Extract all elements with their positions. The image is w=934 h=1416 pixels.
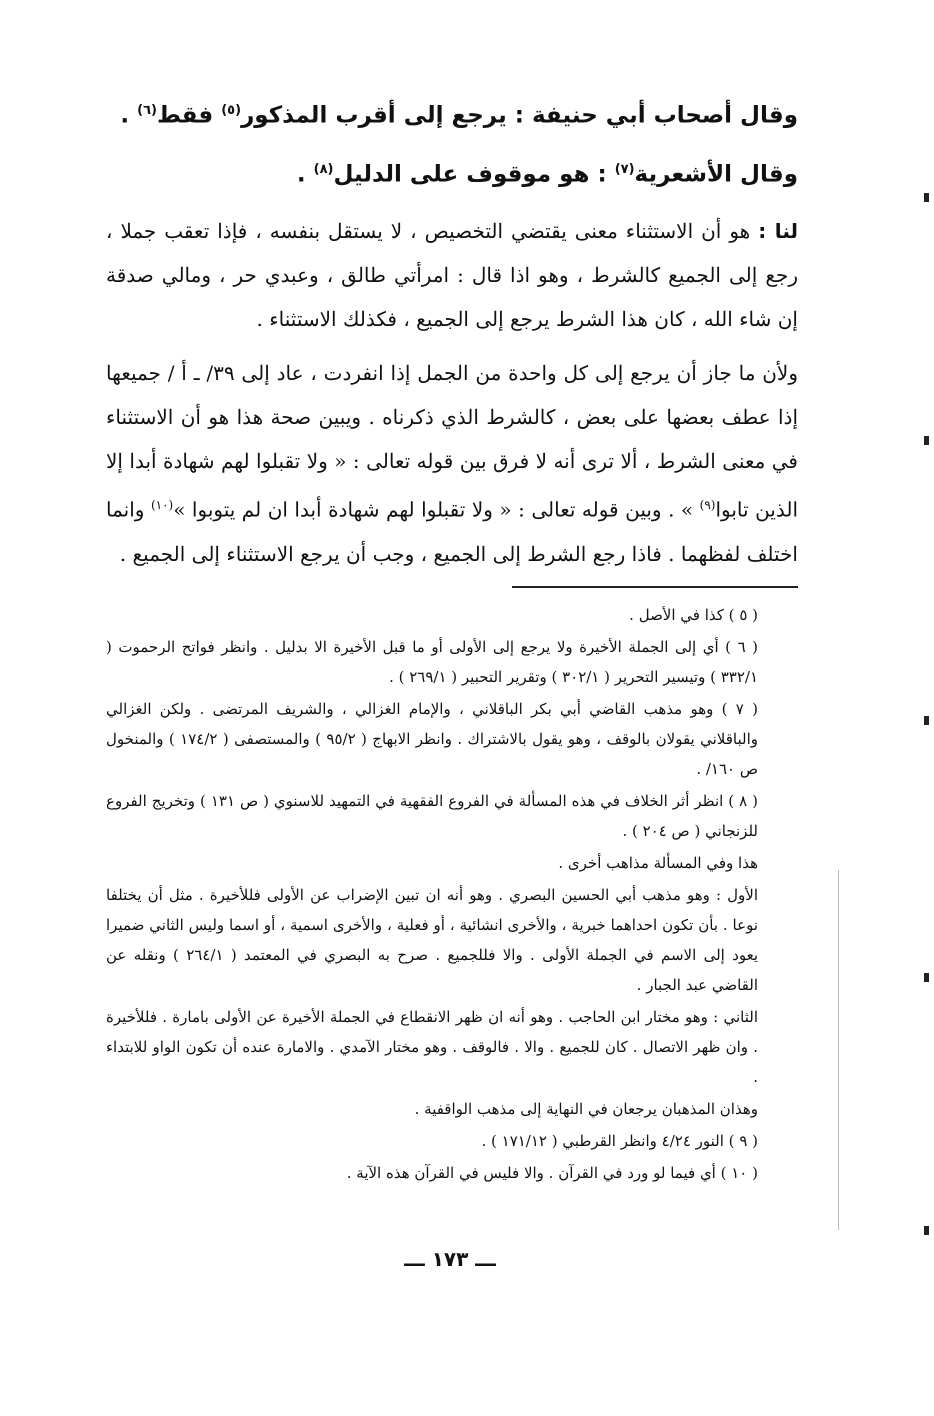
- paragraph-2: ولأن ما جاز أن يرجع إلى كل واحدة من الجمل إذا انفردت ، عاد إلى ٣٩/ ـ أ / جميعها إذا عطف بعضها على بعض ، كالشرط الذي ذكرناه . ويبين صحة هذا هو أن الاستثناء في معنى الشرط ، ألا ترى أنه لا فرق بين قوله تعالى : « ولا تقبلوا لهم شهادة أبدا إلا الذين تابوا$^{(٩)}$ » . وبين قوله تعالى : « ولا تقبلوا لهم شهادة أبدا ان لم يتوبوا »$^{(١٠)}$ وانما اختلف لفظهما . فاذا رجع الشرط إلى الجميع ، وجب أن يرجع الاستثناء إلى الجميع .: [106, 361, 799, 566]
- paragraph-1: لنا : هو أن الاستثناء معنى يقتضي التخصيص ، لا يستقل بنفسه ، فإذا تعقب جملا ، رجع إلى الجميع كالشرط ، وهو اذا قال : امرأتي طالق ، وعبدي حر ، ومالي صدقة إن شاء الله ، كان هذا الشرط يرجع إلى الجميع ، فكذلك الاستثناء .: [106, 219, 798, 332]
- footnote-8: ( ٨ ) انظر أثر الخلاف في هذه المسألة في الفروع الفقهية في التمهيد للاسنوي ( ص ١٣١ ) وتخريج الفروع للزنجاني ( ص ٢٠٤ ) .: [106, 791, 759, 840]
- heading-1: وقال أصحاب أبي حنيفة : يرجع إلى أقرب المذكور$^{(٥)}$ فقط$^{(٦)}$ .: [120, 102, 798, 129]
- margin-mark: [924, 436, 929, 445]
- margin-mark: [924, 973, 929, 982]
- footnote-ref-6[interactable]: (٦): [137, 103, 157, 118]
- footnote-ref-10[interactable]: (١٠): [150, 498, 174, 513]
- footnote-8-first: الأول : وهو مذهب أبي الحسين البصري . وهو أنه ان تبين الإضراب عن الأولى فللأخيرة . مثل أن يختلفا نوعا . بأن تكون احداهما خبرية ، والأخرى انشائية ، أو فعلية ، والأخرى اسمية ، أو اسما وليس الثاني ضميرا يعود إلى الاسم في الجملة الأولى . والا فللجميع . صرح به البصري في المعتمد ( ٢٦٤/١ ) ونقله عن القاضي عبد الجبار .: [106, 885, 758, 994]
- footnote-ref-5[interactable]: (٥): [221, 103, 242, 118]
- margin-mark: [924, 716, 929, 725]
- footnote-8-second: الثاني : وهو مختار ابن الحاجب . وهو أنه ان ظهر الانقطاع في الجملة الأخيرة عن الأولى بامارة . فللأخيرة . وان ظهر الاتصال . كان للجميع . والا . فالوقف . وهو مختار الآمدي . والامارة عنده أن تكون الواو للابتداء .: [106, 1007, 758, 1086]
- footnote-5: ( ٥ ) كذا في الأصل .: [629, 605, 758, 624]
- footnote-9: ( ٩ ) النور ٤/٢٤ وانظر القرطبي ( ١٧١/١٢ ) .: [481, 1131, 758, 1150]
- footnote-divider: [512, 586, 798, 588]
- page-body: [106, 84, 798, 1190]
- footnote-ref-8[interactable]: (٨): [313, 161, 334, 177]
- footnote-ref-9[interactable]: (٩): [699, 498, 716, 513]
- footnotes: [106, 600, 798, 1188]
- footnote-8-summary: وهذان المذهبان يرجعان في النهاية إلى مذهب الواقفية .: [414, 1099, 758, 1118]
- margin-mark: [924, 1226, 929, 1235]
- scan-edge-line: [838, 870, 839, 1230]
- heading-2: وقال الأشعرية$^{(٧)}$ : هو موقوف على الدليل$^{(٨)}$ .: [296, 161, 798, 188]
- footnote-6: ( ٦ ) أي إلى الجملة الأخيرة ولا يرجع إلى الأولى أو ما قبل الأخيرة الا بدليل . وانظر فواتح الرحموت ( ٣٣٢/١ ) وتيسير التحرير ( ٣٠٢/١ ) وتقرير التحبير ( ٢٦٩/١ ) .: [106, 637, 759, 686]
- margin-mark: [924, 193, 929, 202]
- footnote-7: ( ٧ ) وهو مذهب القاضي أبي بكر الباقلاني ، والإمام الغزالي ، والشريف المرتضى . ولكن الغزالي والباقلاني يقولان بالوقف ، وهو يقول بالاشتراك . وانظر الابهاج ( ٩٥/٢ ) والمستصفى ( ١٧٤/٢ ) والمنخول ص ١٦٠/ .: [106, 699, 758, 778]
- paragraph-lead: لنا :: [758, 219, 798, 244]
- footnote-ref-7[interactable]: (٧): [614, 161, 635, 177]
- page-number: ـــ ١٧٣ ـــ: [404, 1247, 496, 1271]
- footnote-10: ( ١٠ ) أي فيما لو ورد في القرآن . والا فليس في القرآن هذه الآية .: [346, 1163, 758, 1182]
- footnote-8-note: هذا وفي المسألة مذاهب أخرى .: [558, 853, 758, 872]
